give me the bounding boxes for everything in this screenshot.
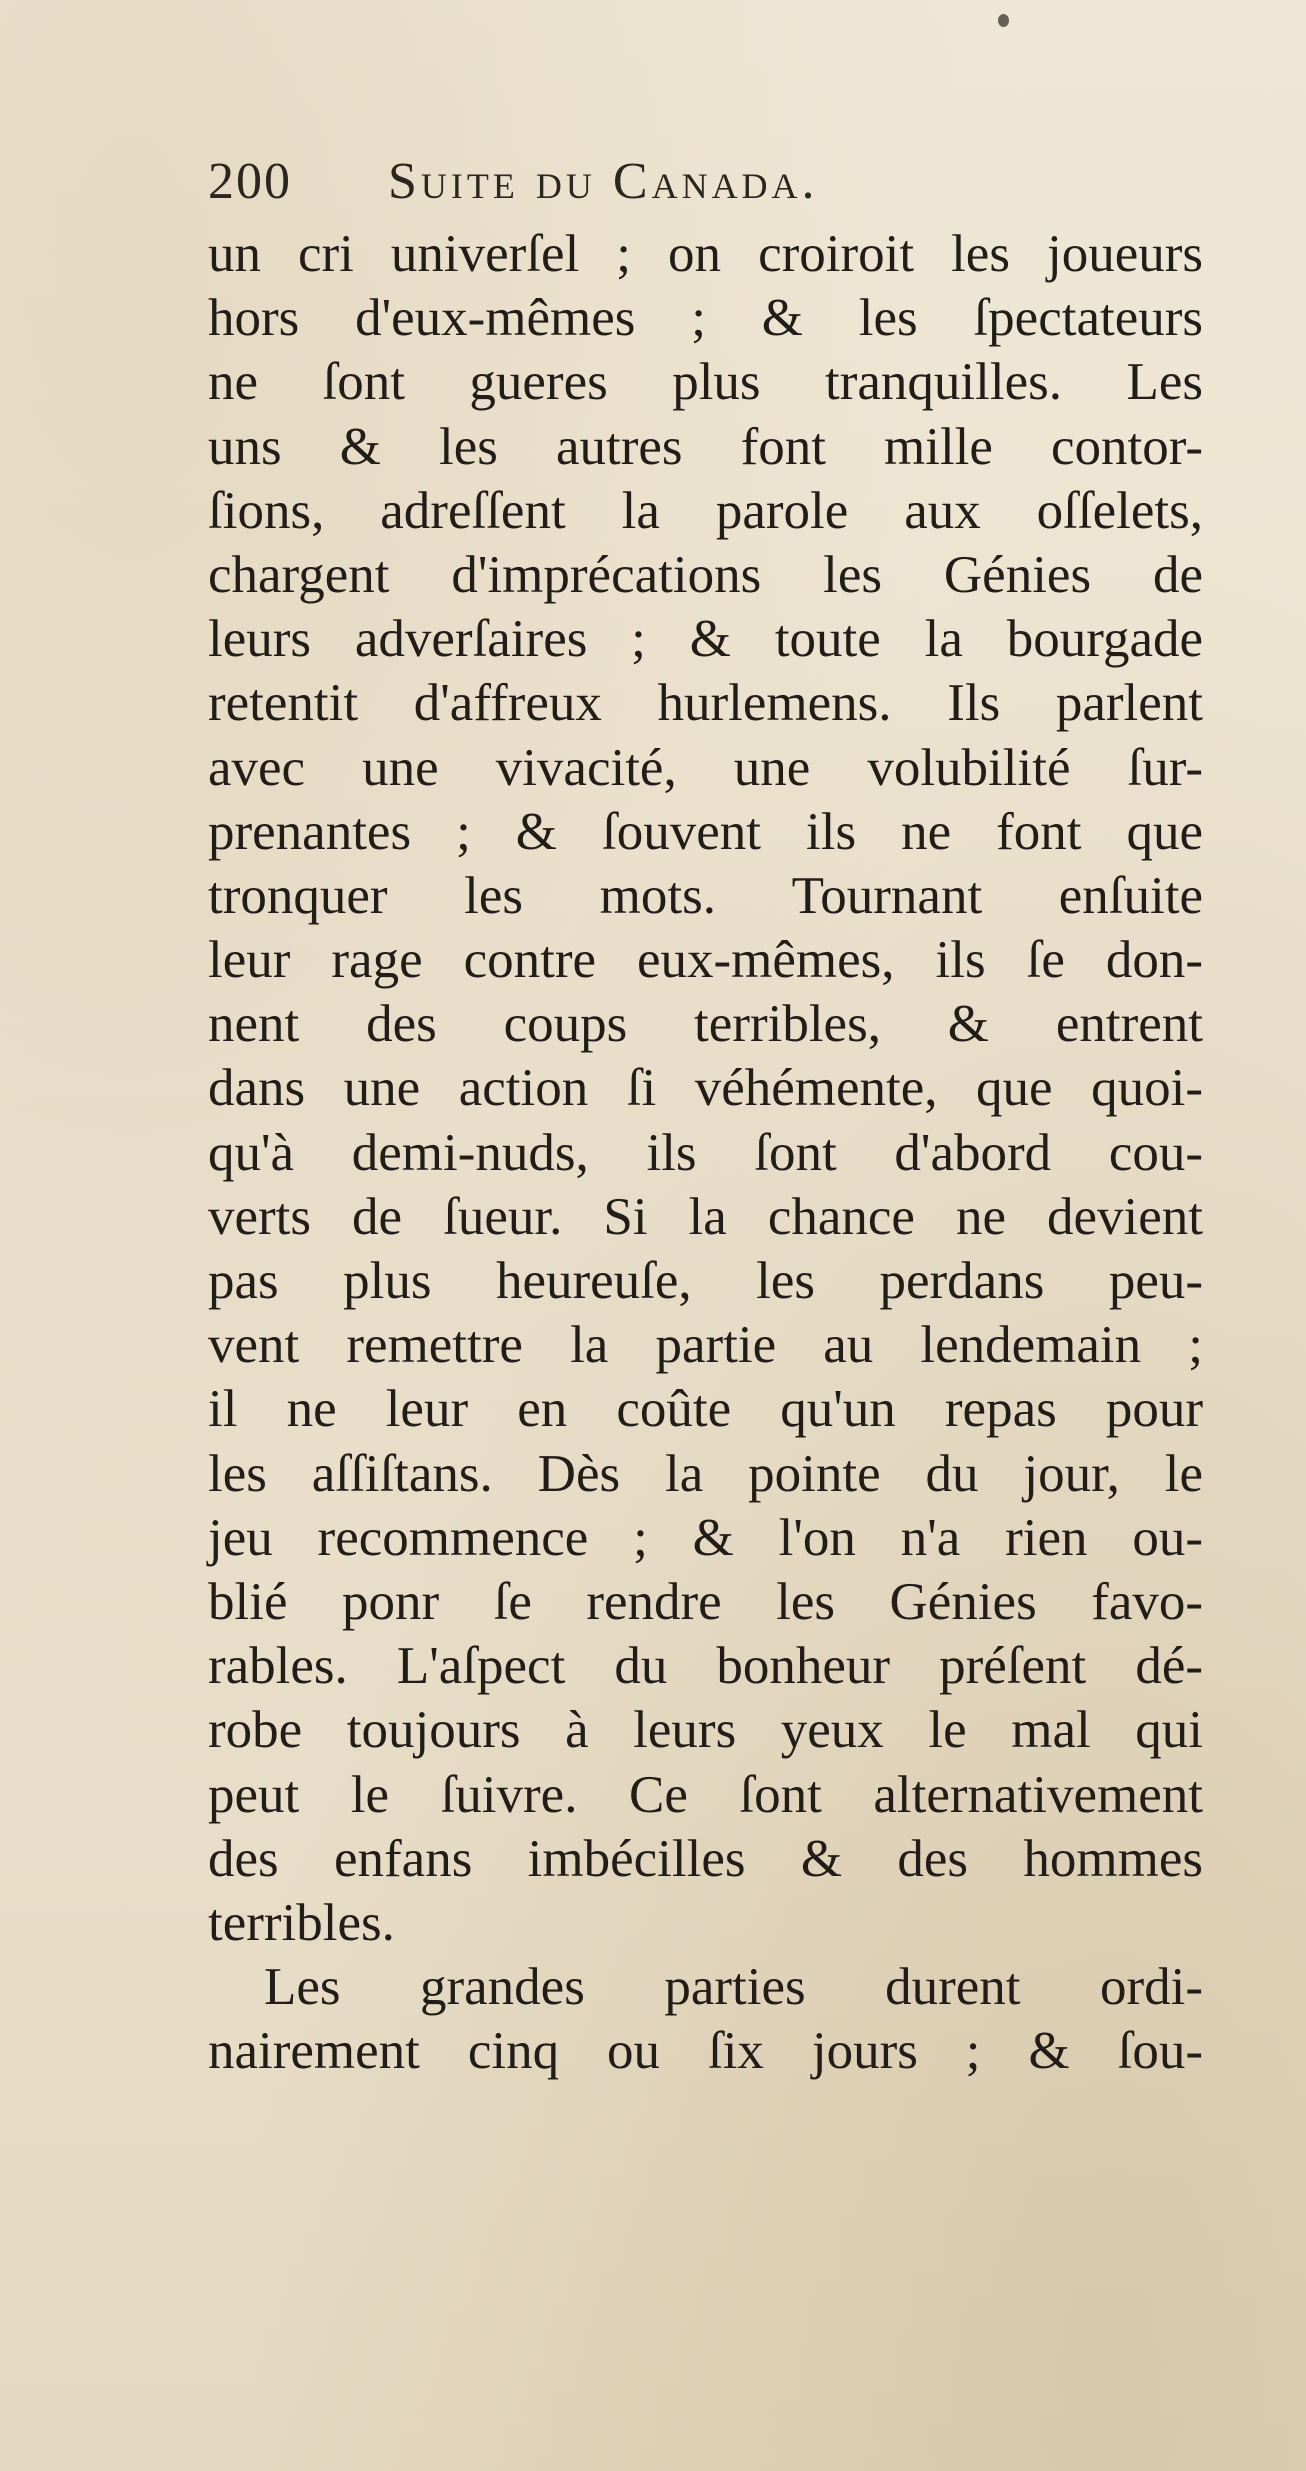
text-line: retentit d'affreux hurlemens. Ils parlent	[208, 674, 1203, 733]
text-line: leur rage contre eux-mêmes, ils ſe don-	[208, 931, 1203, 990]
text-line: nent des coups terribles, & entrent	[208, 995, 1203, 1054]
text-line: vent remettre la partie au lendemain ;	[208, 1316, 1203, 1375]
text-line: les aſſiſtans. Dès la pointe du jour, le	[208, 1444, 1203, 1503]
text-line: ne ſont gueres plus tranquilles. Les	[208, 353, 1203, 412]
text-line: blié ponr ſe rendre les Génies favo-	[208, 1572, 1203, 1631]
running-head: Suite du Canada.	[388, 153, 819, 210]
text-line: jeu recommence ; & l'on n'a rien ou-	[208, 1508, 1203, 1567]
text-line: terribles.	[208, 1893, 395, 1952]
text-line: avec une vivacité, une volubilité ſur-	[208, 738, 1203, 797]
text-line: rables. L'aſpect du bonheur préſent dé-	[208, 1637, 1203, 1696]
text-line: nairement cinq ou ſix jours ; & ſou-	[208, 2022, 1203, 2081]
text-line: des enfans imbécilles & des hommes	[208, 1829, 1203, 1888]
text-line: chargent d'imprécations les Génies de	[208, 545, 1203, 604]
text-line: pas plus heureuſe, les perdans peu-	[208, 1252, 1203, 1310]
text-line: peut le ſuivre. Ce ſont alternativement	[208, 1765, 1203, 1824]
text-line: hors d'eux-mêmes ; & les ſpectateurs	[208, 289, 1203, 348]
text-line: leurs adverſaires ; & toute la bourgade	[208, 610, 1203, 669]
text-line: uns & les autres font mille contor-	[208, 417, 1203, 476]
text-line: tronquer les mots. Tournant enſuite	[208, 866, 1203, 925]
ink-speck	[998, 14, 1009, 27]
text-line: un cri univerſel ; on croiroit les joueurs	[208, 225, 1203, 283]
page-number: 200	[208, 153, 292, 210]
text-line: ſions, adreſſent la parole aux oſſelets,	[208, 481, 1203, 540]
page-header	[208, 152, 819, 222]
text-line: Les grandes parties durent ordi-	[264, 1958, 1203, 2017]
text-line: prenantes ; & ſouvent ils ne font que	[208, 802, 1203, 861]
text-line: robe toujours à leurs yeux le mal qui	[208, 1701, 1203, 1760]
body-text	[208, 222, 1203, 2083]
text-line: verts de ſueur. Si la chance ne devient	[208, 1187, 1203, 1246]
text-line: il ne leur en coûte qu'un repas pour	[208, 1380, 1203, 1439]
text-line: dans une action ſi véhémente, que quoi-	[208, 1059, 1203, 1118]
text-line: qu'à demi-nuds, ils ſont d'abord cou-	[208, 1123, 1203, 1182]
